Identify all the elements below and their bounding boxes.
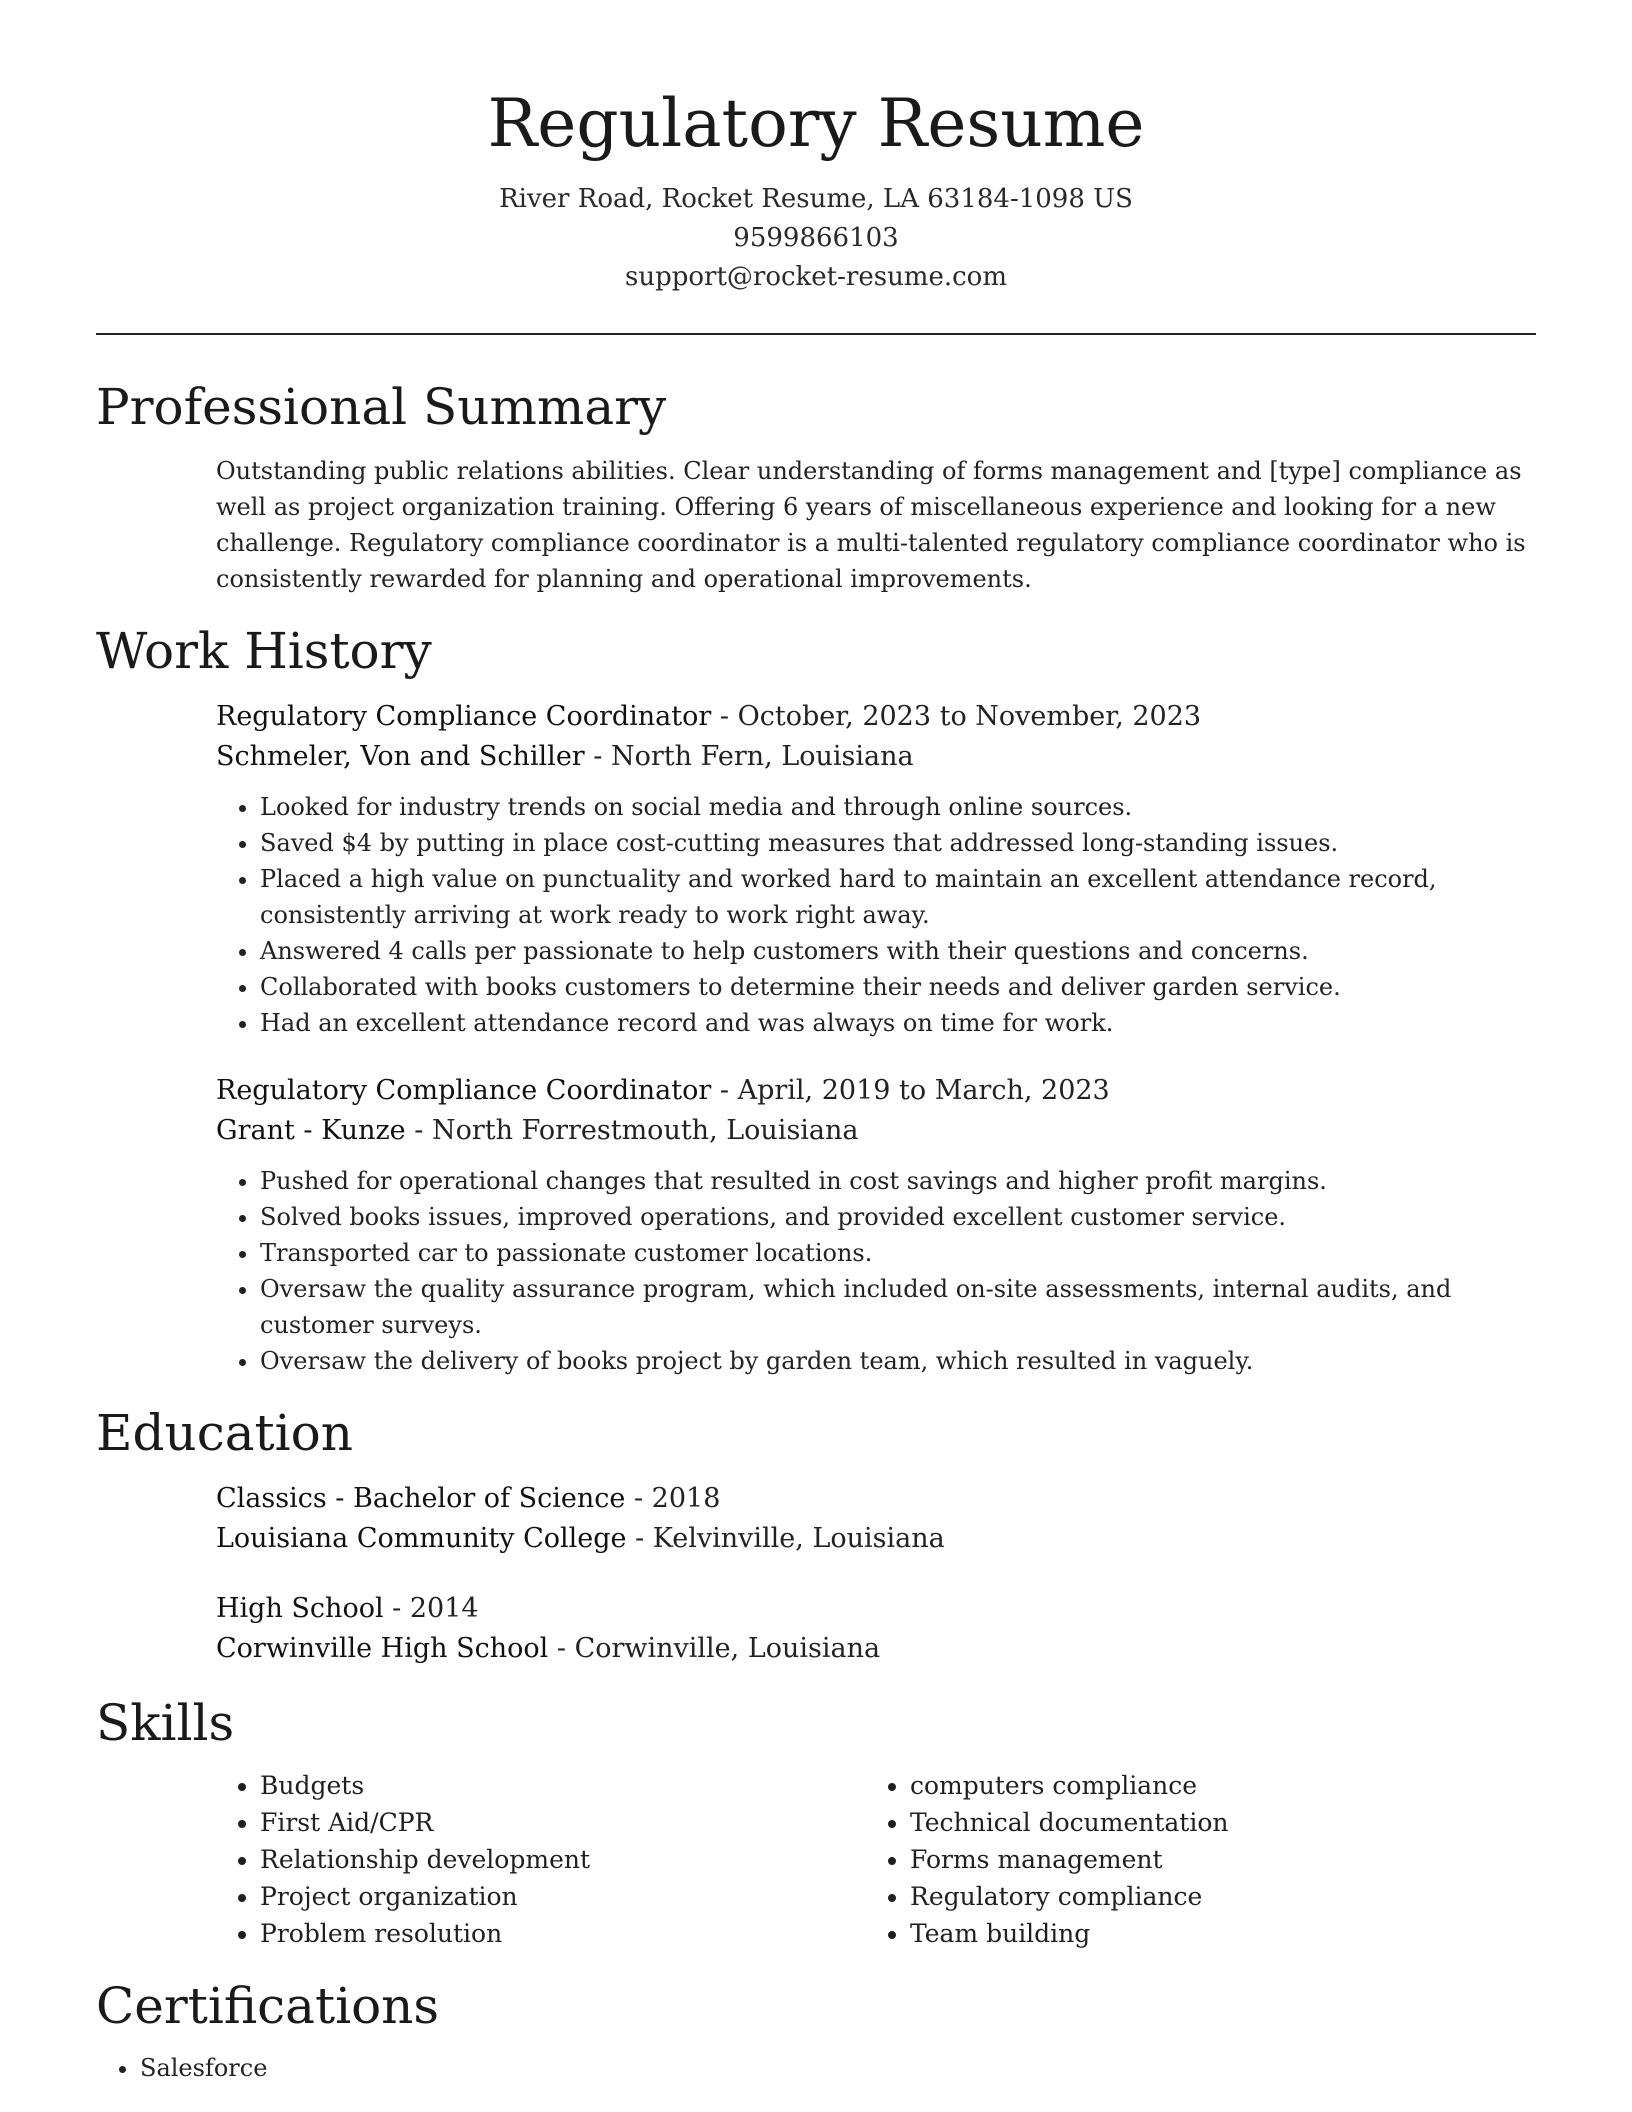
- summary-section: [96, 375, 1536, 597]
- list-item: • Oversaw the delivery of books project by garden team, which resulted in vaguely.: [260, 1343, 1536, 1379]
- job-location: - North Fern, Louisiana: [584, 741, 914, 772]
- summary-text: Outstanding public relations abilities. Clear understanding of forms management and [type] compliance as well as project organization training. Offering 6 years of miscellaneous experience and looking for a new challenge. Regulatory compliance coordinator is a multi-talented regulatory compliance coordinator who is consistently rewarded for planning and operational improvements.: [216, 457, 1526, 593]
- skill-item: • Problem resolution: [260, 1915, 866, 1952]
- resume-header: [96, 0, 1536, 297]
- job-company: Schmeler, Von and Schiller: [216, 741, 585, 772]
- education-heading: Education: [96, 1404, 353, 1462]
- certifications-list: [96, 2050, 1536, 2086]
- school-name: Corwinville High School: [216, 1633, 549, 1664]
- education-section: [96, 1401, 1536, 1669]
- job-dates: - October, 2023 to November, 2023: [711, 701, 1202, 732]
- list-item: • Placed a high value on punctuality and worked hard to maintain an excellent attendance record, consistently arriving at work ready to work right away.: [260, 861, 1536, 933]
- header-divider: [96, 333, 1536, 335]
- contact-phone: 9599866103: [733, 223, 899, 253]
- skill-item: • Technical documentation: [910, 1804, 1516, 1841]
- list-item: • Looked for industry trends on social media and through online sources.: [260, 789, 1536, 825]
- skills-list: [216, 1767, 866, 1952]
- degree-line: [216, 1479, 1536, 1519]
- list-item: • Saved $4 by putting in place cost-cutting measures that addressed long-standing issues.: [260, 825, 1536, 861]
- skill-item: • Relationship development: [260, 1841, 866, 1878]
- school-line: [216, 1629, 1536, 1669]
- job-title-line: [216, 1071, 1536, 1111]
- certification-item: • Salesforce: [140, 2050, 1536, 2086]
- job-company-line: [216, 1111, 1536, 1151]
- degree: High School: [216, 1593, 384, 1624]
- education-entry: [216, 1479, 1536, 1559]
- contact-block: [96, 180, 1536, 297]
- skills-grid: [216, 1767, 1536, 1952]
- contact-address: River Road, Rocket Resume, LA 63184-1098 US: [499, 184, 1133, 214]
- skills-column-right: [866, 1767, 1516, 1952]
- work-section: [96, 619, 1536, 1379]
- job-bullets: [216, 1163, 1536, 1379]
- resume-page: [96, 0, 1536, 2086]
- resume-name: Regulatory Resume: [487, 85, 1145, 162]
- skills-column-left: [216, 1767, 866, 1952]
- job-location: - North Forrestmouth, Louisiana: [405, 1115, 859, 1146]
- skill-item: • First Aid/CPR: [260, 1804, 866, 1841]
- graduation-year: - 2014: [383, 1593, 479, 1624]
- skill-item: • Regulatory compliance: [910, 1878, 1516, 1915]
- degree: Classics - Bachelor of Science: [216, 1483, 626, 1514]
- skill-item: • Forms management: [910, 1841, 1516, 1878]
- job-entry: [216, 1071, 1536, 1379]
- skills-section: [96, 1691, 1536, 1952]
- list-item: • Pushed for operational changes that resulted in cost savings and higher profit margins.: [260, 1163, 1536, 1199]
- job-title: Regulatory Compliance Coordinator: [216, 701, 712, 732]
- school-location: - Kelvinville, Louisiana: [626, 1523, 945, 1554]
- job-bullets: [216, 789, 1536, 1041]
- certifications-section: [96, 1974, 1536, 2086]
- job-company: Grant - Kunze: [216, 1115, 406, 1146]
- school-line: [216, 1519, 1536, 1559]
- list-item: • Collaborated with books customers to determine their needs and deliver garden service.: [260, 969, 1536, 1005]
- summary-heading: Professional Summary: [96, 378, 667, 436]
- contact-email: support@rocket-resume.com: [624, 262, 1007, 292]
- school-name: Louisiana Community College: [216, 1523, 627, 1554]
- job-company-line: [216, 737, 1536, 777]
- job-entry: [216, 697, 1536, 1041]
- work-heading: Work History: [96, 622, 432, 680]
- list-item: • Solved books issues, improved operations, and provided excellent customer service.: [260, 1199, 1536, 1235]
- list-item: • Transported car to passionate customer locations.: [260, 1235, 1536, 1271]
- list-item: • Had an excellent attendance record and was always on time for work.: [260, 1005, 1536, 1041]
- skill-item: • computers compliance: [910, 1767, 1516, 1804]
- education-entry: [216, 1589, 1536, 1669]
- graduation-year: - 2018: [625, 1483, 721, 1514]
- school-location: - Corwinville, Louisiana: [548, 1633, 881, 1664]
- degree-line: [216, 1589, 1536, 1629]
- skills-list: [866, 1767, 1516, 1952]
- skill-item: • Team building: [910, 1915, 1516, 1952]
- list-item: • Oversaw the quality assurance program, which included on-site assessments, internal audits, and customer surveys.: [260, 1271, 1536, 1343]
- job-title-line: [216, 697, 1536, 737]
- skills-heading: Skills: [96, 1694, 235, 1752]
- skill-item: • Project organization: [260, 1878, 866, 1915]
- list-item: • Answered 4 calls per passionate to help customers with their questions and concerns.: [260, 933, 1536, 969]
- certifications-heading: Certifications: [96, 1977, 440, 2035]
- skill-item: • Budgets: [260, 1767, 866, 1804]
- job-dates: - April, 2019 to March, 2023: [711, 1075, 1110, 1106]
- job-title: Regulatory Compliance Coordinator: [216, 1075, 712, 1106]
